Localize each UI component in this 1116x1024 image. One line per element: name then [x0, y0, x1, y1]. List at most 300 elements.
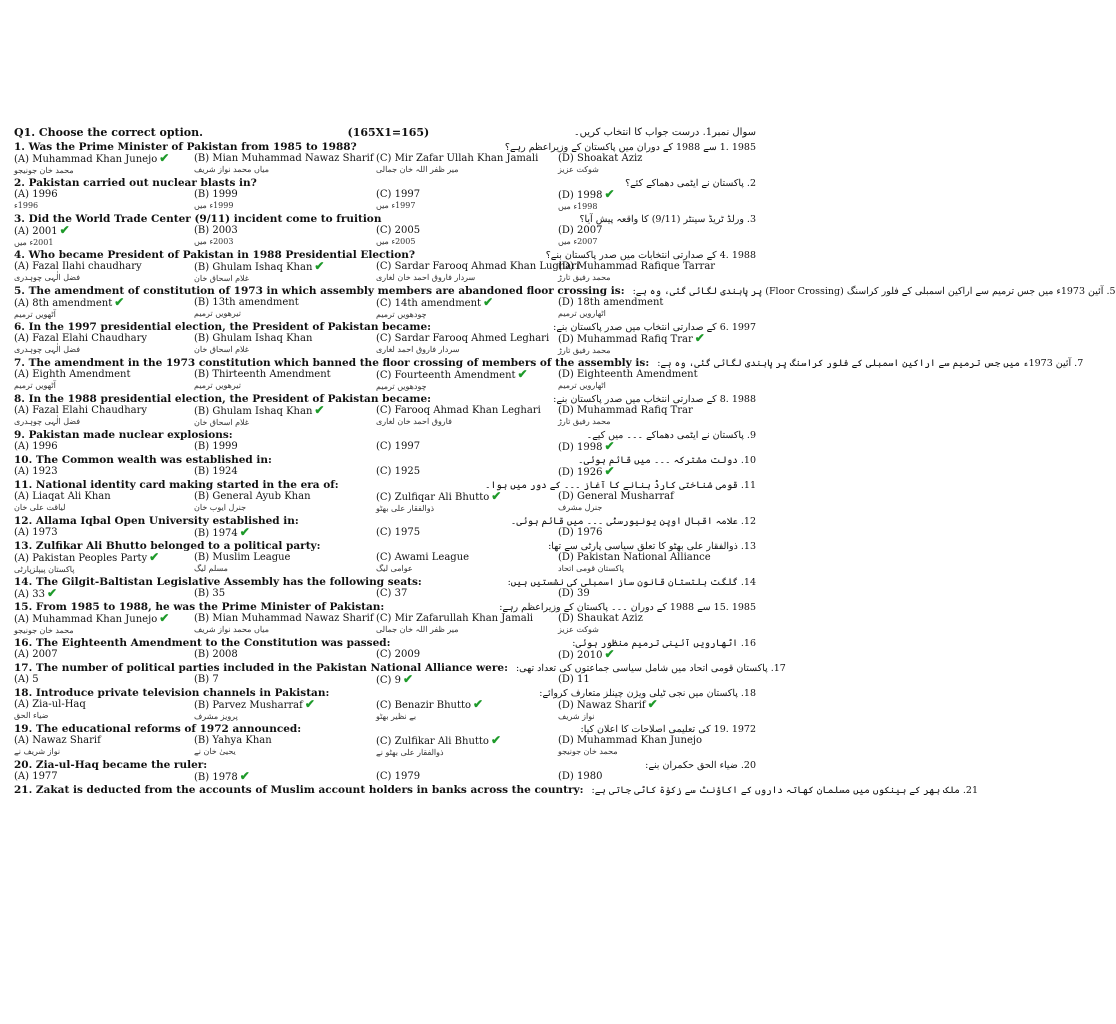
option-choice[interactable]: [558, 527, 756, 539]
question-block: [14, 140, 756, 176]
options-row: [14, 552, 756, 575]
option-choice[interactable]: [194, 225, 376, 248]
question-block: [14, 514, 756, 539]
question-text-en: 18. Introduce private television channels in Pakistan:: [14, 687, 330, 699]
option-text-ur: فضل الٰہی چوہدری: [14, 345, 81, 354]
question-block: [14, 722, 756, 758]
option-text-en: (A) 1996: [14, 189, 58, 200]
option-choice[interactable]: [194, 405, 376, 428]
option-text-en: (D) General Musharraf: [558, 491, 674, 502]
sheet-header: [14, 124, 756, 140]
question-text-ur: 9. پاکستان نے ایٹمی دھماکے ۔۔۔ میں کیے۔: [586, 430, 756, 441]
option-text-en: (B) 1974: [194, 528, 238, 539]
options-row: [14, 369, 756, 392]
option-choice[interactable]: [376, 333, 558, 356]
option-choice[interactable]: [376, 441, 558, 453]
question-text-ur: 14. گلگت بلتستان قانون ساز اسمبلی کی نشستیں ہیں:: [507, 577, 756, 588]
option-choice[interactable]: [558, 552, 756, 575]
option-text-en: (D) Shoakat Aziz: [558, 153, 643, 164]
option-text-en: (B) Mian Muhammad Nawaz Sharif: [194, 613, 374, 624]
option-text-ur: یحییٰ خان نے: [194, 747, 236, 756]
option-text-en: (C) Farooq Ahmad Khan Leghari: [376, 405, 541, 416]
option-choice[interactable]: [194, 588, 376, 600]
option-choice[interactable]: [14, 771, 194, 783]
option-text-en: (B) 1978: [194, 772, 238, 783]
question-block: [14, 600, 756, 636]
option-choice[interactable]: [14, 225, 194, 248]
question-block: [14, 284, 1116, 320]
option-text-en: (A) Fazal Elahi Chaudhary: [14, 405, 148, 416]
question-text-en: 19. The educational reforms of 1972 announced:: [14, 723, 302, 735]
option-text-en: (D) 2007: [558, 225, 603, 236]
option-text-en: (B) Ghulam Ishaq Khan: [194, 333, 313, 344]
option-choice[interactable]: [14, 649, 194, 661]
option-text-ur: نواز شریف: [558, 712, 595, 721]
option-text-en: (D) 2010: [558, 650, 603, 661]
options-row: [14, 333, 756, 356]
option-text-en: (A) Fazal Elahi Chaudhary: [14, 333, 148, 344]
option-choice[interactable]: [14, 613, 194, 636]
option-text-en: (A) 1977: [14, 771, 58, 782]
option-text-en: (C) Sardar Farooq Ahmad Khan Lughari: [376, 261, 580, 272]
option-text-en: (B) Parvez Musharraf: [194, 700, 303, 711]
question-text-ur: 2. پاکستان نے ایٹمی دھماکے کئے؟: [625, 178, 756, 189]
option-text-ur: شوکت عزیز: [558, 625, 599, 634]
question-text-en: 17. The number of political parties included in the Pakistan National Alliance were:: [14, 662, 508, 674]
option-text-en: (D) 39: [558, 588, 590, 599]
question-line: [14, 514, 756, 527]
option-text-en: (C) 1997: [376, 189, 421, 200]
options-row: [14, 649, 756, 661]
question-line: [14, 176, 756, 189]
check-mark-icon: ✔: [59, 223, 70, 237]
option-choice[interactable]: [14, 441, 194, 453]
option-choice[interactable]: [14, 466, 194, 478]
option-choice[interactable]: [14, 552, 194, 575]
option-choice[interactable]: [558, 491, 756, 514]
option-choice[interactable]: [558, 153, 756, 176]
exam-sheet: [14, 124, 1116, 796]
option-choice[interactable]: [558, 699, 756, 722]
option-text-ur: اٹھارویں ترمیم: [558, 381, 606, 390]
question-text-en: 1. Was the Prime Minister of Pakistan from 1985 to 1988?: [14, 141, 357, 153]
question-line: [14, 722, 756, 735]
option-text-en: (C) 2009: [376, 649, 421, 660]
option-text-ur: لیاقت علی خان: [14, 503, 66, 512]
option-choice[interactable]: [558, 333, 756, 356]
question-text-ur: 1997 .6 کے صدارتی انتخاب میں صدر پاکستان بنے:: [553, 322, 756, 333]
option-text-en: (B) Ghulam Ishaq Khan: [194, 406, 313, 417]
option-text-ur: غلام اسحاق خان: [194, 345, 249, 354]
option-text-en: (D) 11: [558, 674, 590, 685]
question-line: [14, 284, 1116, 297]
check-mark-icon: ✔: [239, 769, 250, 783]
option-choice[interactable]: [558, 297, 756, 320]
question-text-ur: 5. آئین 1973ء میں جس ترمیم سے اراکین اسمبلی کے فلور کراسنگ (Floor Crossing) پر پابندی لگائی گئی، وہ ہے:: [632, 286, 1116, 297]
option-text-ur: محمد رفیق تارڑ: [558, 346, 611, 355]
option-choice[interactable]: [376, 552, 558, 575]
option-choice[interactable]: [558, 771, 756, 783]
check-mark-icon: ✔: [114, 295, 125, 309]
option-text-en: (B) 2008: [194, 649, 238, 660]
question-text-ur: 1988 .4 کے صدارتی انتخابات میں صدر پاکستان بنے؟: [545, 250, 756, 261]
options-row: [14, 405, 756, 428]
option-text-en: (A) Eighth Amendment: [14, 369, 131, 380]
question-text-en: 21. Zakat is deducted from the accounts of Muslim account holders in banks across the country:: [14, 784, 584, 796]
question-line: [14, 453, 756, 466]
question-line: [14, 661, 786, 674]
option-text-ur: 2005ء میں: [376, 237, 416, 246]
option-choice[interactable]: [14, 699, 194, 722]
option-choice[interactable]: [194, 189, 376, 212]
question-block: [14, 686, 756, 722]
option-text-en: (C) Mir Zafarullah Khan Jamali: [376, 613, 534, 624]
option-text-en: (D) Pakistan National Alliance: [558, 552, 711, 563]
option-choice[interactable]: [558, 441, 756, 453]
question-text-ur: 20. ضیاء الحق حکمران بنے:: [645, 760, 756, 771]
options-row: [14, 771, 756, 783]
question-block: [14, 758, 756, 783]
options-row: [14, 466, 756, 478]
marks-label: (165X1=165): [347, 125, 430, 139]
option-choice[interactable]: [194, 699, 376, 722]
options-row: [14, 491, 756, 514]
question-block: [14, 783, 978, 796]
options-row: [14, 153, 756, 176]
check-mark-icon: ✔: [159, 151, 170, 165]
option-text-en: (C) Sardar Farooq Ahmed Leghari: [376, 333, 550, 344]
question-text-ur: 10. دولت مشترکہ ۔۔۔ میں قائم ہوئی۔: [578, 455, 756, 466]
option-choice[interactable]: [558, 466, 756, 478]
option-text-en: (D) Muhammad Khan Junejo: [558, 735, 703, 746]
option-text-en: (C) Awami League: [376, 552, 470, 563]
question-block: [14, 453, 756, 478]
option-choice[interactable]: [194, 297, 376, 320]
option-choice[interactable]: [14, 405, 194, 428]
check-mark-icon: ✔: [46, 586, 57, 600]
option-choice[interactable]: [558, 588, 756, 600]
option-choice[interactable]: [376, 699, 558, 722]
option-text-ur: میاں محمد نواز شریف: [194, 625, 269, 634]
option-choice[interactable]: [376, 674, 558, 686]
option-choice[interactable]: [194, 466, 376, 478]
option-text-en: (D) 1926: [558, 467, 603, 478]
option-choice[interactable]: [194, 261, 376, 284]
option-text-ur: آٹھویں ترمیم: [14, 310, 56, 319]
question-line: [14, 600, 756, 613]
option-choice[interactable]: [376, 649, 558, 661]
option-text-en: (C) Fourteenth Amendment: [376, 370, 516, 381]
option-choice[interactable]: [14, 297, 194, 320]
option-choice[interactable]: [194, 735, 376, 758]
check-mark-icon: ✔: [490, 733, 502, 747]
options-row: [14, 674, 756, 686]
option-text-ur: چودھویں ترمیم: [376, 310, 427, 319]
option-choice[interactable]: [194, 649, 376, 661]
option-text-ur: اٹھارویں ترمیم: [558, 309, 606, 318]
option-choice[interactable]: [376, 225, 558, 248]
option-text-ur: چودھویں ترمیم: [376, 382, 427, 391]
option-text-en: (C) 1975: [376, 527, 421, 538]
option-text-en: (B) Ghulam Ishaq Khan: [194, 262, 313, 273]
option-text-en: (D) Muhammad Rafique Tarrar: [558, 261, 716, 272]
check-mark-icon: ✔: [239, 525, 250, 539]
question-text-en: 13. Zulfikar Ali Bhutto belonged to a political party:: [14, 540, 321, 552]
options-row: [14, 225, 756, 248]
option-choice[interactable]: [376, 405, 558, 428]
option-text-en: (A) Nawaz Sharif: [14, 735, 101, 746]
option-text-en: (D) 18th amendment: [558, 297, 664, 308]
question-line: [14, 356, 1084, 369]
option-choice[interactable]: [14, 674, 194, 686]
option-text-ur: سردار فاروق احمد خان لغاری: [376, 273, 476, 282]
question-text-ur: 11. قومی شناختی کارڈ بنانے کا آغاز ۔۔۔ کے دور میں ہوا۔: [485, 480, 756, 491]
question-block: [14, 539, 756, 575]
option-text-ur: 1999ء میں: [194, 201, 234, 210]
option-choice[interactable]: [14, 369, 194, 392]
option-text-en: (A) Fazal Ilahi chaudhary: [14, 261, 142, 272]
option-text-ur: میر ظفر اللہ خان جمالی: [376, 625, 459, 634]
question-text-ur: 1985 .15 سے 1988 کے دوران ۔۔۔ پاکستان کے وزیراعظم رہے:: [499, 602, 756, 613]
option-text-ur: پاکستان قومی اتحاد: [558, 564, 624, 573]
question-text-en: 7. The amendment in the 1973 constitution which banned the floor crossing of members of the assembly is:: [14, 357, 650, 369]
instruction-en: Q1. Choose the correct option.: [14, 125, 203, 139]
option-choice[interactable]: [558, 225, 756, 248]
options-row: [14, 189, 756, 212]
option-text-en: (D) Muhammad Rafiq Trar: [558, 405, 693, 416]
check-mark-icon: ✔: [647, 697, 658, 711]
option-choice[interactable]: [558, 189, 756, 212]
option-choice[interactable]: [194, 552, 376, 575]
check-mark-icon: ✔: [604, 464, 615, 478]
option-text-en: (B) Yahya Khan: [194, 735, 272, 746]
options-row: [14, 527, 756, 539]
option-choice[interactable]: [558, 674, 756, 686]
check-mark-icon: ✔: [604, 647, 615, 661]
option-text-en: (C) Mir Zafar Ullah Khan Jamali: [376, 153, 539, 164]
option-text-ur: نواز شریف نے: [14, 747, 61, 756]
option-choice[interactable]: [376, 771, 558, 783]
option-text-en: (A) Zia-ul-Haq: [14, 699, 86, 710]
options-row: [14, 297, 756, 320]
option-text-en: (D) Shaukat Aziz: [558, 613, 643, 624]
question-text-ur: 7. آئین 1973ء میں جس ترمیم سے اراکین اسمبلی کے فلور کراسنگ پر پابندی لگائی گئی، وہ ہے:: [657, 358, 1084, 369]
option-text-ur: فاروق احمد خان لغاری: [376, 417, 452, 426]
option-choice[interactable]: [376, 491, 558, 514]
option-text-ur: 2003ء میں: [194, 237, 234, 246]
option-text-en: (A) 5: [14, 674, 39, 685]
check-mark-icon: ✔: [403, 672, 414, 686]
question-text-en: 12. Allama Iqbal Open University established in:: [14, 515, 299, 527]
option-text-ur: میاں محمد نواز شریف: [194, 165, 269, 174]
option-text-en: (C) 1979: [376, 771, 421, 782]
option-choice[interactable]: [14, 333, 194, 356]
option-text-en: (C) Zulfiqar Ali Bhutto: [376, 492, 490, 503]
option-text-en: (A) 33: [14, 589, 45, 600]
question-line: [14, 478, 756, 491]
option-text-en: (B) 1924: [194, 466, 238, 477]
option-choice[interactable]: [558, 405, 756, 428]
option-text-en: (B) Muslim League: [194, 552, 291, 563]
option-choice[interactable]: [194, 491, 376, 514]
option-text-en: (C) 2005: [376, 225, 421, 236]
option-text-en: (D) Muhammad Rafiq Trar: [558, 334, 693, 345]
option-text-en: (A) Pakistan Peoples Party: [14, 553, 148, 564]
question-text-en: 16. The Eighteenth Amendment to the Constitution was passed:: [14, 637, 391, 649]
option-choice[interactable]: [558, 649, 756, 661]
option-text-en: (B) 13th amendment: [194, 297, 299, 308]
option-choice[interactable]: [194, 153, 376, 176]
check-mark-icon: ✔: [304, 697, 315, 711]
option-choice[interactable]: [376, 261, 580, 284]
option-choice[interactable]: [194, 441, 376, 453]
option-text-ur: محمد خان جونیجو: [14, 166, 74, 175]
options-row: [14, 261, 756, 284]
question-block: [14, 212, 756, 248]
option-text-en: (B) 1999: [194, 441, 238, 452]
option-choice[interactable]: [14, 527, 194, 539]
check-mark-icon: ✔: [314, 259, 325, 273]
check-mark-icon: ✔: [694, 331, 705, 345]
options-row: [14, 735, 756, 758]
option-choice[interactable]: [376, 189, 558, 212]
check-mark-icon: ✔: [517, 367, 528, 381]
check-mark-icon: ✔: [491, 489, 502, 503]
option-text-ur: بے نظیر بھٹو: [376, 712, 417, 721]
option-text-ur: مسلم لیگ: [194, 564, 228, 573]
option-choice[interactable]: [558, 369, 756, 392]
option-choice[interactable]: [376, 466, 558, 478]
option-choice[interactable]: [14, 588, 194, 600]
option-text-ur: عوامی لیگ: [376, 564, 413, 573]
option-choice[interactable]: [194, 333, 376, 356]
check-mark-icon: ✔: [473, 697, 484, 711]
option-text-en: (C) 37: [376, 588, 408, 599]
option-text-ur: ذوالفقار علی بھٹو نے: [376, 748, 444, 757]
question-text-en: 5. The amendment of constitution of 1973 in which assembly members are abandoned floor crossing is:: [14, 285, 625, 297]
option-choice[interactable]: [194, 674, 376, 686]
option-choice[interactable]: [194, 613, 376, 636]
option-choice[interactable]: [14, 153, 194, 176]
question-line: [14, 212, 756, 225]
option-text-ur: ذوالفقار علی بھٹو: [376, 504, 435, 513]
question-line: [14, 320, 756, 333]
question-text-ur: 1988 .8 کے صدارتی انتخاب میں صدر پاکستان بنے:: [553, 394, 756, 405]
question-text-ur: 1985 .1 سے 1988 کے دوران میں پاکستان کے وزیراعظم رہے؟: [504, 142, 756, 153]
question-block: [14, 575, 756, 600]
question-block: [14, 392, 756, 428]
option-choice[interactable]: [14, 261, 194, 284]
question-text-en: 14. The Gilgit-Baltistan Legislative Assembly has the following seats:: [14, 576, 422, 588]
option-text-ur: غلام اسحاق خان: [194, 274, 249, 283]
question-block: [14, 478, 756, 514]
question-text-ur: 21. ملک بھر کے بینکوں میں مسلمان کھاتہ داروں کے اکاؤنٹ سے زکوٰۃ کاٹی جاتی ہے:: [591, 785, 978, 796]
option-text-en: (B) 2003: [194, 225, 238, 236]
option-text-en: (C) 1997: [376, 441, 421, 452]
option-text-ur: 1997ء میں: [376, 201, 416, 210]
option-text-ur: 2007ء میں: [558, 237, 598, 246]
question-text-en: 3. Did the World Trade Center (9/11) incident come to fruition: [14, 213, 382, 225]
option-text-en: (B) 7: [194, 674, 219, 685]
question-block: [14, 356, 1084, 392]
question-text-en: 11. National identity card making started in the era of:: [14, 479, 339, 491]
option-text-en: (D) 1976: [558, 527, 603, 538]
option-choice[interactable]: [558, 613, 756, 636]
option-text-en: (D) Eighteenth Amendment: [558, 369, 698, 380]
option-text-en: (A) Muhammad Khan Junejo: [14, 614, 158, 625]
option-choice[interactable]: [376, 588, 558, 600]
option-text-en: (C) 9: [376, 675, 401, 686]
question-line: [14, 758, 756, 771]
question-text-ur: 13. ذوالفقار علی بھٹو کا تعلق سیاسی پارٹی سے تھا:: [548, 541, 756, 552]
question-list: [14, 140, 1116, 796]
option-text-ur: میر ظفر اللہ خان جمالی: [376, 165, 459, 174]
option-text-ur: شوکت عزیز: [558, 165, 599, 174]
option-text-en: (A) 1923: [14, 466, 58, 477]
option-text-ur: 2001ء میں: [14, 238, 54, 247]
option-choice[interactable]: [14, 189, 194, 212]
option-text-ur: آٹھویں ترمیم: [14, 381, 56, 390]
question-line: [14, 248, 756, 261]
option-choice[interactable]: [376, 613, 558, 636]
question-line: [14, 539, 756, 552]
option-text-en: (B) Thirteenth Amendment: [194, 369, 331, 380]
option-choice[interactable]: [194, 527, 376, 539]
option-text-en: (B) Mian Muhammad Nawaz Sharif: [194, 153, 374, 164]
option-text-en: (D) 1980: [558, 771, 603, 782]
options-row: [14, 613, 756, 636]
option-text-ur: تیرھویں ترمیم: [194, 381, 241, 390]
question-line: [14, 140, 756, 153]
option-text-en: (A) 8th amendment: [14, 298, 113, 309]
option-choice[interactable]: [194, 771, 376, 783]
option-text-ur: سردار فاروق احمد لغاری: [376, 345, 460, 354]
question-text-en: 4. Who became President of Pakistan in 1988 Presidential Election?: [14, 249, 416, 261]
option-choice[interactable]: [376, 297, 558, 320]
question-line: [14, 686, 756, 699]
options-row: [14, 699, 756, 722]
check-mark-icon: ✔: [159, 611, 170, 625]
option-choice[interactable]: [376, 527, 558, 539]
question-block: [14, 428, 756, 453]
question-text-ur: 17. پاکستان قومی اتحاد میں شامل سیاسی جماعتوں کی تعداد تھی:: [515, 663, 786, 674]
instruction-ur: سوال نمبر1. درست جواب کا انتخاب کریں۔: [573, 126, 756, 138]
option-text-ur: محمد خان جونیجو: [14, 626, 74, 635]
option-choice[interactable]: [14, 735, 194, 758]
option-text-en: (B) General Ayub Khan: [194, 491, 311, 502]
option-choice[interactable]: [558, 261, 756, 284]
question-text-en: 20. Zia-ul-Haq became the ruler:: [14, 759, 208, 771]
option-text-en: (C) Zulfikar Ali Bhutto: [376, 736, 489, 747]
option-choice[interactable]: [376, 153, 558, 176]
option-choice[interactable]: [376, 735, 558, 758]
option-text-ur: جنرل ایوب خان: [194, 503, 247, 512]
question-text-en: 2. Pakistan carried out nuclear blasts in?: [14, 177, 257, 189]
option-text-en: (C) 14th amendment: [376, 298, 482, 309]
option-text-en: (D) 1998: [558, 190, 603, 201]
option-choice[interactable]: [194, 369, 376, 392]
option-text-ur: 1998ء میں: [558, 202, 598, 211]
option-choice[interactable]: [558, 735, 756, 758]
option-choice[interactable]: [14, 491, 194, 514]
question-text-ur: 16. اٹھارویں آئینی ترمیم منظور ہوئی:: [572, 638, 756, 649]
question-text-ur: 1972 .19 کی تعلیمی اصلاحات کا اعلان کیا:: [580, 724, 756, 735]
option-text-en: (C) Benazir Bhutto: [376, 700, 472, 711]
option-choice[interactable]: [376, 369, 558, 392]
question-line: [14, 575, 756, 588]
check-mark-icon: ✔: [604, 439, 615, 453]
question-block: [14, 248, 756, 284]
